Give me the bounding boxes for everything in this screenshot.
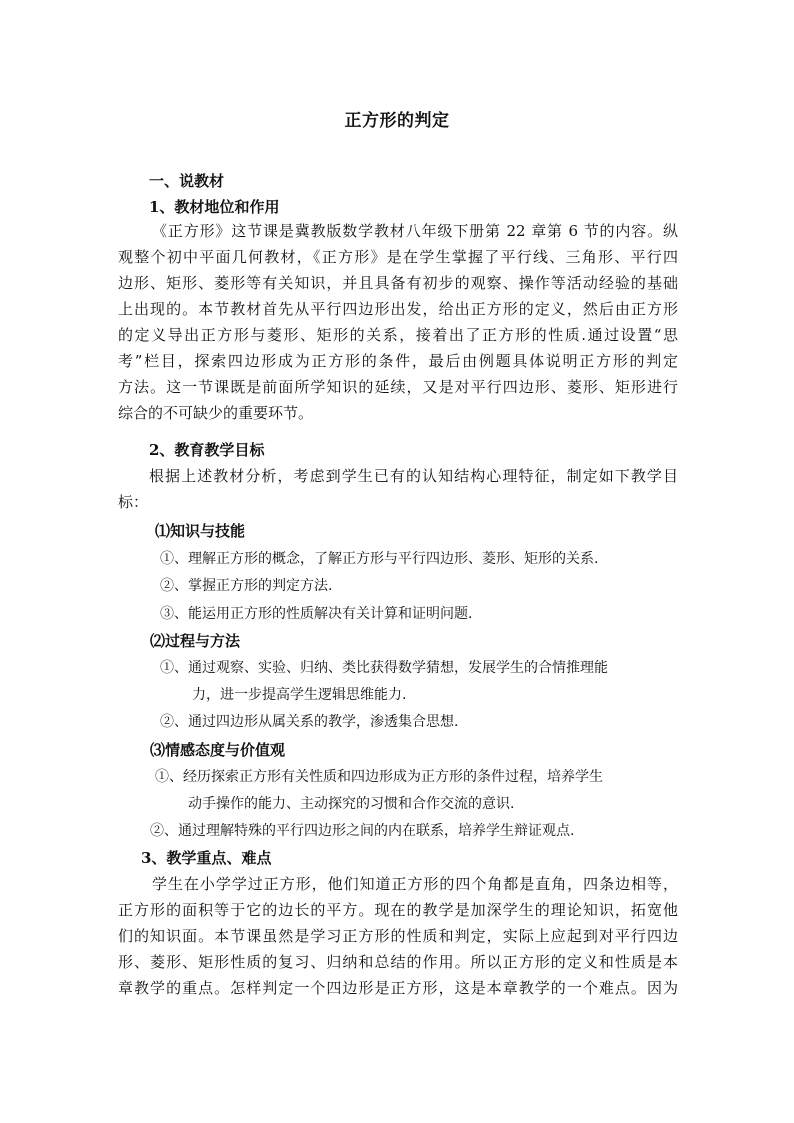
subheading-material-position: 1、教材地位和作用	[149, 198, 280, 216]
paragraph-line: 形、菱形、矩形性质的复习、归纳和总结的作用。所以正方形的定义和性质是本	[118, 953, 678, 971]
goal-heading-process-method: ⑵过程与方法	[150, 632, 241, 650]
paragraph-line: 考”栏目，探索四边形成为正方形的条件，最后由例题具体说明正方形的判定	[118, 352, 678, 370]
goal-item: ②、掌握正方形的判定方法.	[160, 578, 333, 594]
goal-heading-attitude-values: ⑶情感态度与价值观	[150, 741, 286, 759]
goal-item: ①、理解正方形的概念，了解正方形与平行四边形、菱形、矩形的关系.	[160, 551, 599, 567]
goal-item: ②、通过四边形从属关系的教学，渗透集合思想.	[160, 714, 459, 730]
paragraph-line: 正方形的面积等于它的边长的平方。现在的教学是加深学生的理论知识，拓宽他	[118, 901, 678, 919]
paragraph-line: 观整个初中平面几何教材，《正方形》是在学生掌握了平行线、三角形、平行四	[118, 248, 678, 266]
paragraph-line: 根据上述教材分析，考虑到学生已有的认知结构心理特征，制定如下教学目	[149, 467, 678, 485]
goal-item: ①、通过观察、实验、归纳、类比获得数学猜想，发展学生的合情推理能	[160, 660, 608, 676]
paragraph-line: 边形、矩形、菱形等有关知识，并且具备有初步的观察、操作等活动经验的基础	[118, 274, 678, 292]
paragraph-line: 学生在小学学过正方形，他们知道正方形的四个角都是直角，四条边相等，	[152, 875, 678, 893]
goal-item-continuation: 动手操作的能力、主动探究的习惯和合作交流的意识.	[188, 796, 515, 812]
goal-item: ③、能运用正方形的性质解决有关计算和证明问题.	[160, 606, 473, 622]
paragraph-line: 方法。这一节课既是前面所学知识的延续，又是对平行四边形、菱形、矩形进行	[118, 378, 678, 396]
paragraph-line: 的定义导出正方形与菱形、矩形的关系，接着出了正方形的性质.通过设置“思	[118, 326, 678, 344]
page-title: 正方形的判定	[344, 111, 450, 131]
goal-heading-knowledge-skills: ⑴知识与技能	[155, 522, 246, 540]
subheading-teaching-goals: 2、教育教学目标	[149, 441, 265, 459]
paragraph-line: 章教学的重点。怎样判定一个四边形是正方形，这是本章教学的一个难点。因为	[118, 979, 678, 997]
goal-item: ①、经历探索正方形有关性质和四边形成为正方形的条件过程，培养学生	[155, 769, 603, 785]
goal-item: ②、通过理解特殊的平行四边形之间的内在联系，培养学生辩证观点.	[150, 823, 575, 839]
subheading-key-difficult-points: 3、教学重点、难点	[141, 849, 272, 867]
paragraph-line: 上出现的。本节教材首先从平行四边形出发，给出正方形的定义，然后由正方形	[118, 300, 678, 318]
paragraph-line: 们的知识面。本节课虽然是学习正方形的性质和判定，实际上应起到对平行四边	[118, 927, 678, 945]
section-heading-teaching-material: 一、说教材	[149, 172, 225, 190]
paragraph-line: 综合的不可缺少的重要环节。	[118, 404, 314, 422]
paragraph-line: 标：	[118, 493, 149, 511]
goal-item-continuation: 力，进一步提高学生逻辑思维能力.	[192, 687, 407, 703]
paragraph-line: 《正方形》这节课是冀教版数学教材八年级下册第 22 章第 6 节的内容。纵	[152, 222, 678, 240]
